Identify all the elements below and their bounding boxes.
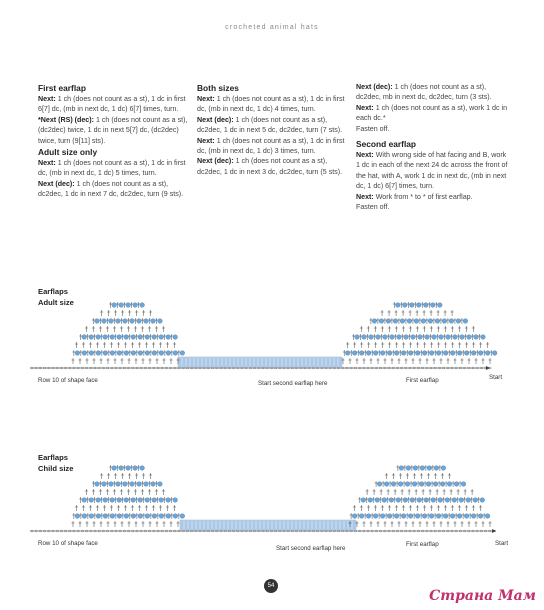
start-label: Start [489, 374, 503, 381]
instruction: Next (dec): 1 ch (does not count as a st), dc2dec, mb in next dc, dc2dec, turn (3 sts). [356, 83, 492, 102]
section-title: First earflap [38, 83, 86, 93]
instruction: Next: 1 ch (does not count as a st), 1 dc in first dc, (mb in next dc, 1 dc) 5 times, turn. [38, 159, 186, 178]
instruction: Next: 1 ch (does not count as a st), 1 dc in first 6[7] dc, (mb in next dc, 1 dc) 6[7] times, turn. [38, 95, 186, 114]
chart-child [30, 465, 496, 533]
diagram-title: Earflaps Child size [38, 453, 74, 473]
watermark: Страна Мам [429, 588, 536, 604]
section-title: Both sizes [197, 83, 239, 93]
instruction: Next: 1 ch (does not count as a st), work 1 dc in each dc.* [356, 103, 508, 123]
instruction: Fasten off. [356, 203, 390, 212]
diagram-title: Earflaps Adult size [38, 287, 74, 307]
running-title: crocheted animal hats [225, 24, 319, 31]
row-label: Row 10 of shape face [38, 377, 98, 384]
first-earflap-label: First earflap [406, 377, 439, 384]
instruction: Next: Work from * to * of first earflap. [356, 192, 473, 201]
instruction: *Next (RS) (dec): 1 ch (does not count as a st), (dc2dec) twice, 1 dc in next 5[7] dc, (dc2dec) twice, turn (9[11] sts). [38, 115, 188, 145]
instruction: Next (dec): 1 ch (does not count as a st), dc2dec, 1 dc in next 3 dc, dc2dec, turn (5 sts). [197, 157, 343, 176]
row-label: Row 10 of shape face [38, 540, 98, 547]
section-title: Adult size only [38, 147, 98, 158]
first-earflap-label: First earflap [406, 541, 439, 548]
section-title: Second earflap [356, 139, 417, 150]
chart-adult [30, 302, 497, 370]
start-label: Start [495, 540, 509, 547]
instruction: Next (dec): 1 ch (does not count as a st), dc2dec, 1 dc in next 5 dc, dc2dec, turn (7 sts). [197, 115, 343, 135]
instruction: Next: With wrong side of hat facing and B, work 1 dc in each of the next 24 dc across the front of the hat, with A, work 1 dc in next dc, (mb in next dc, 1 dc) 6[7] times, turn. [356, 151, 508, 191]
instruction: Next: 1 ch (does not count as a st), 1 dc in first dc, (mb in next dc, 1 dc) 3 times, turn. [197, 136, 345, 156]
instruction: Fasten off. [356, 124, 390, 133]
page-number: 54 [264, 579, 278, 593]
instruction: Next (dec): 1 ch (does not count as a st), dc2dec, 1 dc in next 7 dc, dc2dec, turn (9 sts). [38, 179, 184, 199]
start-second-label: Start second earflap here [258, 380, 328, 387]
instruction: Next: 1 ch (does not count as a st), 1 dc in first dc, (mb in next dc, 1 dc) 4 times, turn. [197, 95, 345, 114]
start-second-label: Start second earflap here [276, 545, 346, 552]
